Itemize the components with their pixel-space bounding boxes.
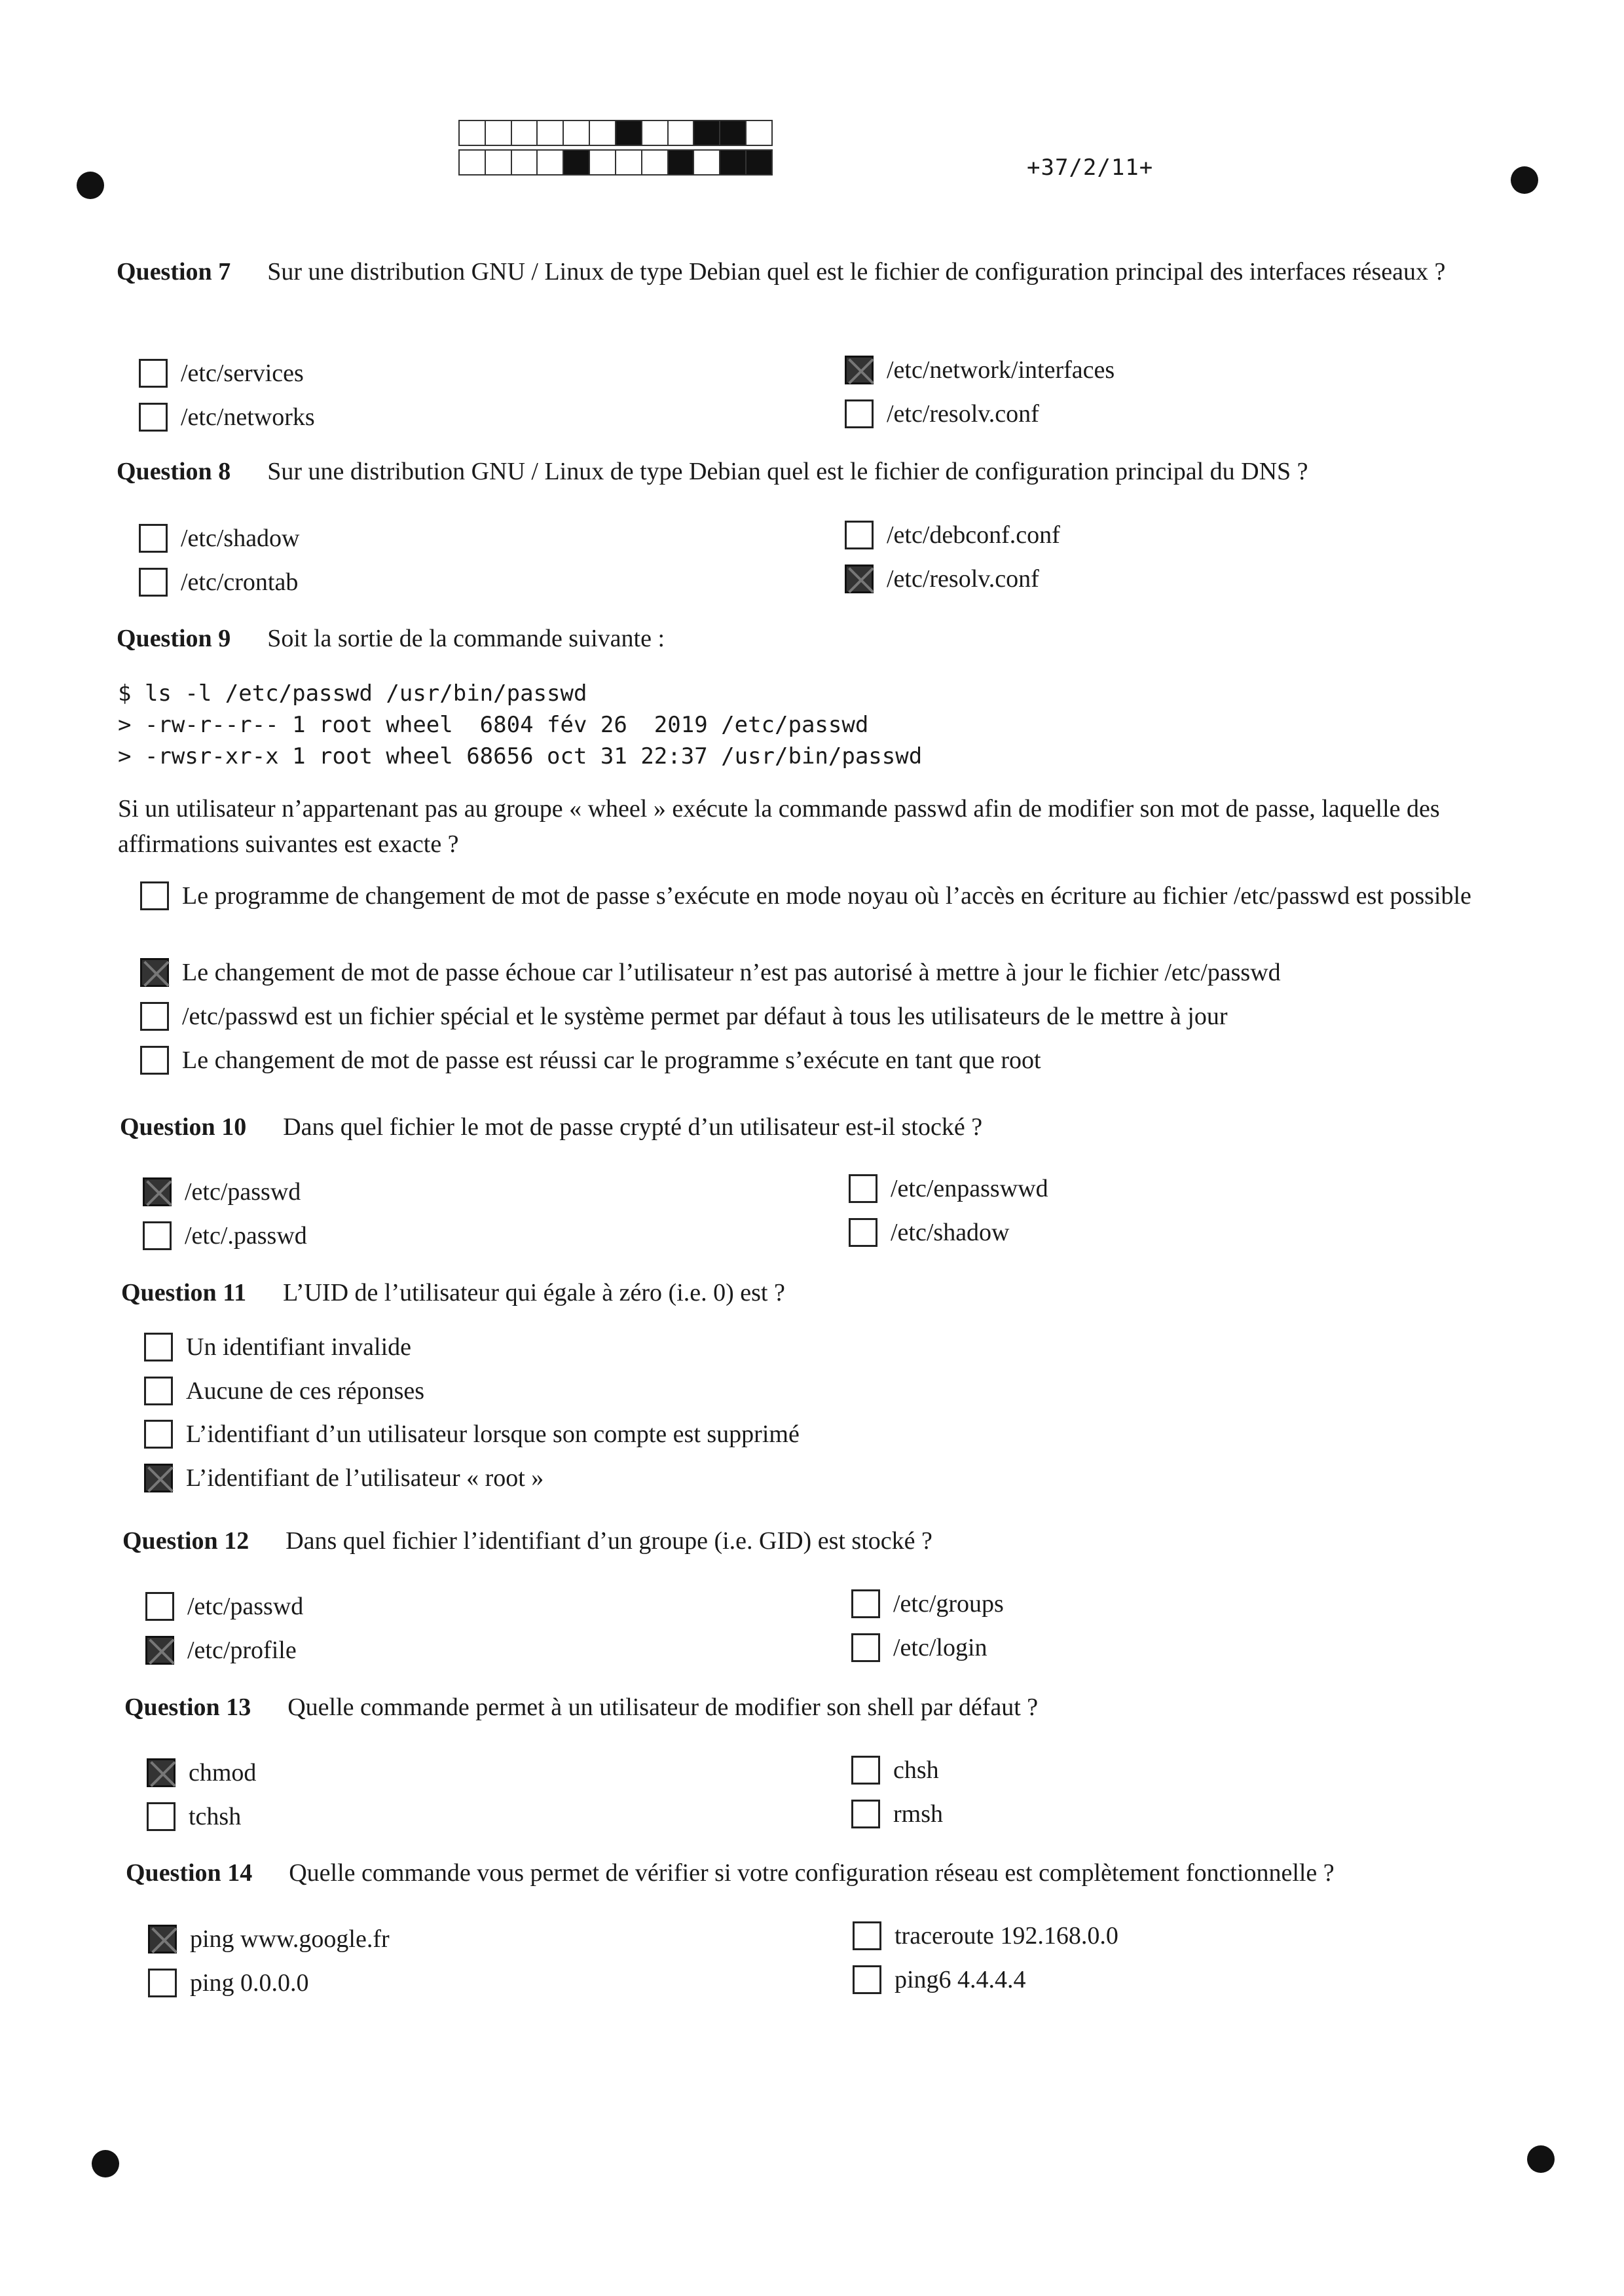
barcode-cell xyxy=(485,120,512,146)
checkbox[interactable] xyxy=(139,403,168,432)
checkbox[interactable] xyxy=(851,1756,880,1785)
question-12-heading xyxy=(122,1523,1524,1559)
barcode-cell xyxy=(641,149,669,176)
question-text: Quelle commande permet à un utilisateur de modifier son shell par défaut ? xyxy=(287,1694,1039,1721)
question-13-heading xyxy=(124,1690,1526,1725)
barcode-cell xyxy=(667,149,695,176)
question-text: Sur une distribution GNU / Linux de type Debian quel est le fichier de configuration principal des interfaces réseaux ? xyxy=(267,258,1446,286)
question-prompt: Si un utilisateur n’appartenant pas au groupe « wheel » exécute la commande passwd afin de modifier son mot de passe, laquelle des affirmations suivantes est exacte ? xyxy=(118,795,1440,858)
checkbox[interactable] xyxy=(139,568,168,597)
checkbox[interactable] xyxy=(144,1420,173,1449)
question-11-heading xyxy=(121,1275,1522,1310)
checkbox[interactable] xyxy=(139,359,168,388)
checkbox[interactable] xyxy=(849,1218,877,1247)
question-number: Question 12 xyxy=(122,1527,249,1555)
barcode-cell xyxy=(719,120,747,146)
option-label: L’identifiant d’un utilisateur lorsque son compte est supprimé xyxy=(186,1420,800,1448)
answer-option[interactable] xyxy=(851,1798,943,1830)
option-label: /etc/crontab xyxy=(181,568,299,596)
barcode-cell xyxy=(458,120,486,146)
barcode-cell xyxy=(615,120,642,146)
question-text: Sur une distribution GNU / Linux de type Debian quel est le fichier de configuration principal du DNS ? xyxy=(267,458,1308,485)
answer-option[interactable] xyxy=(147,1800,241,1833)
checkbox[interactable] xyxy=(851,1589,880,1618)
option-label: /etc/enpasswwd xyxy=(891,1175,1048,1202)
registration-mark xyxy=(1527,2145,1555,2173)
option-label: rmsh xyxy=(893,1800,943,1828)
answer-option[interactable] xyxy=(140,880,1509,912)
question-number: Question 7 xyxy=(117,258,231,286)
question-10-heading xyxy=(120,1109,1521,1145)
registration-mark xyxy=(92,2150,119,2177)
answer-option[interactable] xyxy=(144,1331,411,1363)
option-label: /etc/networks xyxy=(181,403,315,431)
option-label: /etc/shadow xyxy=(181,525,300,552)
question-text: Soit la sortie de la commande suivante : xyxy=(267,625,665,652)
option-label: /etc/shadow xyxy=(891,1219,1010,1246)
option-label: L’identifiant de l’utilisateur « root » xyxy=(186,1464,544,1492)
option-label: /etc/groups xyxy=(893,1590,1004,1618)
barcode-cell xyxy=(536,149,564,176)
question-number: Question 11 xyxy=(121,1279,247,1306)
checkbox[interactable] xyxy=(845,399,874,428)
barcode-cell xyxy=(511,120,538,146)
option-label: Le programme de changement de mot de passe s’exécute en mode noyau où l’accès en écriture au fichier /etc/passwd est possible xyxy=(182,882,1471,910)
checkbox[interactable] xyxy=(845,521,874,549)
barcode-cell xyxy=(563,149,590,176)
barcode-cell xyxy=(693,149,720,176)
option-label: /etc/.passwd xyxy=(185,1222,307,1250)
answer-option[interactable] xyxy=(144,1462,544,1494)
checkbox[interactable] xyxy=(147,1802,175,1831)
page-barcode-top xyxy=(458,120,771,146)
question-number: Question 8 xyxy=(117,458,231,485)
answer-option[interactable] xyxy=(851,1631,987,1664)
answer-option[interactable] xyxy=(139,357,304,390)
barcode-cell xyxy=(719,149,747,176)
answer-option[interactable] xyxy=(853,1963,1026,1996)
barcode-cell xyxy=(589,149,616,176)
question-text: Dans quel fichier le mot de passe crypté d’un utilisateur est-il stocké ? xyxy=(283,1113,983,1141)
answer-option[interactable] xyxy=(853,1919,1118,1952)
barcode-cell xyxy=(589,120,616,146)
answer-option[interactable] xyxy=(140,1044,1041,1077)
option-label: /etc/passwd est un fichier spécial et le système permet par défaut à tous les utilisateurs de le mettre à jour xyxy=(182,1003,1228,1030)
answer-option[interactable] xyxy=(145,1590,303,1623)
question-text: Quelle commande vous permet de vérifier si votre configuration réseau est complètement fonctionnelle ? xyxy=(289,1859,1335,1887)
barcode-cell xyxy=(536,120,564,146)
checkbox[interactable] xyxy=(145,1592,174,1621)
checkbox[interactable] xyxy=(139,524,168,553)
answer-option[interactable] xyxy=(845,354,1115,386)
answer-option[interactable] xyxy=(143,1176,301,1208)
page-barcode-bottom xyxy=(458,149,771,176)
code-line: > -rwsr-xr-x 1 root wheel 68656 oct 31 22:37 /usr/bin/passwd xyxy=(118,743,923,769)
answer-option[interactable] xyxy=(849,1216,1010,1249)
checkbox[interactable] xyxy=(148,1969,177,1997)
page-id: +37/2/11+ xyxy=(1027,155,1154,181)
question-number: Question 13 xyxy=(124,1694,251,1721)
option-label: /etc/network/interfaces xyxy=(887,356,1115,384)
option-label: /etc/profile xyxy=(187,1637,297,1664)
question-number: Question 9 xyxy=(117,625,231,652)
checkbox[interactable] xyxy=(851,1633,880,1662)
answer-option[interactable] xyxy=(845,398,1039,430)
checkbox[interactable] xyxy=(148,1925,177,1953)
checkbox[interactable] xyxy=(849,1174,877,1203)
option-label: traceroute 192.168.0.0 xyxy=(895,1922,1118,1950)
checkbox[interactable] xyxy=(140,881,169,910)
option-label: /etc/services xyxy=(181,360,304,387)
checkbox[interactable] xyxy=(144,1464,173,1492)
checkbox[interactable] xyxy=(853,1965,881,1994)
option-label: /etc/resolv.conf xyxy=(887,565,1039,593)
checkbox[interactable] xyxy=(143,1221,172,1250)
barcode-cell xyxy=(485,149,512,176)
answer-option[interactable] xyxy=(845,519,1060,551)
option-label: Le changement de mot de passe échoue car l’utilisateur n’est pas autorisé à mettre à jour le fichier /etc/passwd xyxy=(182,959,1281,986)
barcode-cell xyxy=(615,149,642,176)
answer-option[interactable] xyxy=(139,401,315,434)
answer-option[interactable] xyxy=(851,1587,1004,1620)
answer-option[interactable] xyxy=(148,1967,309,1999)
checkbox[interactable] xyxy=(144,1377,173,1405)
option-label: ping 0.0.0.0 xyxy=(190,1969,309,1997)
question-9-heading xyxy=(117,621,1518,656)
option-label: /etc/login xyxy=(893,1634,987,1661)
answer-option[interactable] xyxy=(849,1172,1048,1205)
checkbox[interactable] xyxy=(140,1046,169,1075)
registration-mark xyxy=(1511,166,1538,194)
registration-mark xyxy=(77,172,104,199)
question-14-heading xyxy=(126,1855,1527,1891)
option-label: tchsh xyxy=(189,1803,242,1830)
checkbox[interactable] xyxy=(845,356,874,384)
option-label: /etc/debconf.conf xyxy=(887,521,1060,549)
answer-option[interactable] xyxy=(139,522,300,555)
question-text: Dans quel fichier l’identifiant d’un groupe (i.e. GID) est stocké ? xyxy=(286,1527,932,1555)
question-7-heading xyxy=(117,254,1518,289)
barcode-cell xyxy=(745,149,773,176)
option-label: /etc/resolv.conf xyxy=(887,400,1039,428)
option-label: ping www.google.fr xyxy=(190,1925,390,1953)
answer-option[interactable] xyxy=(148,1923,390,1955)
barcode-cell xyxy=(458,149,486,176)
answer-option[interactable] xyxy=(139,566,298,599)
barcode-cell xyxy=(511,149,538,176)
answer-option[interactable] xyxy=(140,956,1281,989)
answer-option[interactable] xyxy=(145,1634,297,1667)
answer-option[interactable] xyxy=(143,1219,307,1252)
checkbox[interactable] xyxy=(144,1333,173,1361)
barcode-cell xyxy=(667,120,695,146)
code-line: $ ls -l /etc/passwd /usr/bin/passwd xyxy=(118,680,587,707)
option-label: /etc/passwd xyxy=(185,1178,301,1206)
option-label: /etc/passwd xyxy=(187,1593,304,1620)
option-label: Le changement de mot de passe est réussi car le programme s’exécute en tant que root xyxy=(182,1046,1041,1074)
barcode-cell xyxy=(563,120,590,146)
checkbox[interactable] xyxy=(143,1177,172,1206)
barcode-cell xyxy=(693,120,720,146)
checkbox[interactable] xyxy=(853,1921,881,1950)
checkbox[interactable] xyxy=(140,958,169,987)
question-8-heading xyxy=(117,454,1518,489)
answer-option[interactable] xyxy=(851,1754,939,1787)
option-label: ping6 4.4.4.4 xyxy=(895,1966,1026,1993)
option-label: chsh xyxy=(893,1756,939,1784)
answer-option[interactable] xyxy=(144,1418,800,1451)
option-label: Un identifiant invalide xyxy=(186,1333,412,1361)
code-line: > -rw-r--r-- 1 root wheel 6804 fév 26 2019 /etc/passwd xyxy=(118,712,869,738)
checkbox[interactable] xyxy=(140,1002,169,1031)
question-number: Question 14 xyxy=(126,1859,253,1887)
answer-option[interactable] xyxy=(144,1375,424,1407)
barcode-cell xyxy=(641,120,669,146)
answer-option[interactable] xyxy=(845,563,1039,595)
question-text: L’UID de l’utilisateur qui égale à zéro (i.e. 0) est ? xyxy=(283,1279,785,1306)
answer-option[interactable] xyxy=(140,1000,1228,1033)
checkbox[interactable] xyxy=(845,565,874,593)
checkbox[interactable] xyxy=(851,1800,880,1828)
question-number: Question 10 xyxy=(120,1113,247,1141)
barcode-cell xyxy=(745,120,773,146)
checkbox[interactable] xyxy=(145,1636,174,1665)
option-label: chmod xyxy=(189,1759,257,1787)
checkbox[interactable] xyxy=(147,1758,175,1787)
option-label: Aucune de ces réponses xyxy=(186,1377,425,1405)
answer-option[interactable] xyxy=(147,1756,256,1789)
